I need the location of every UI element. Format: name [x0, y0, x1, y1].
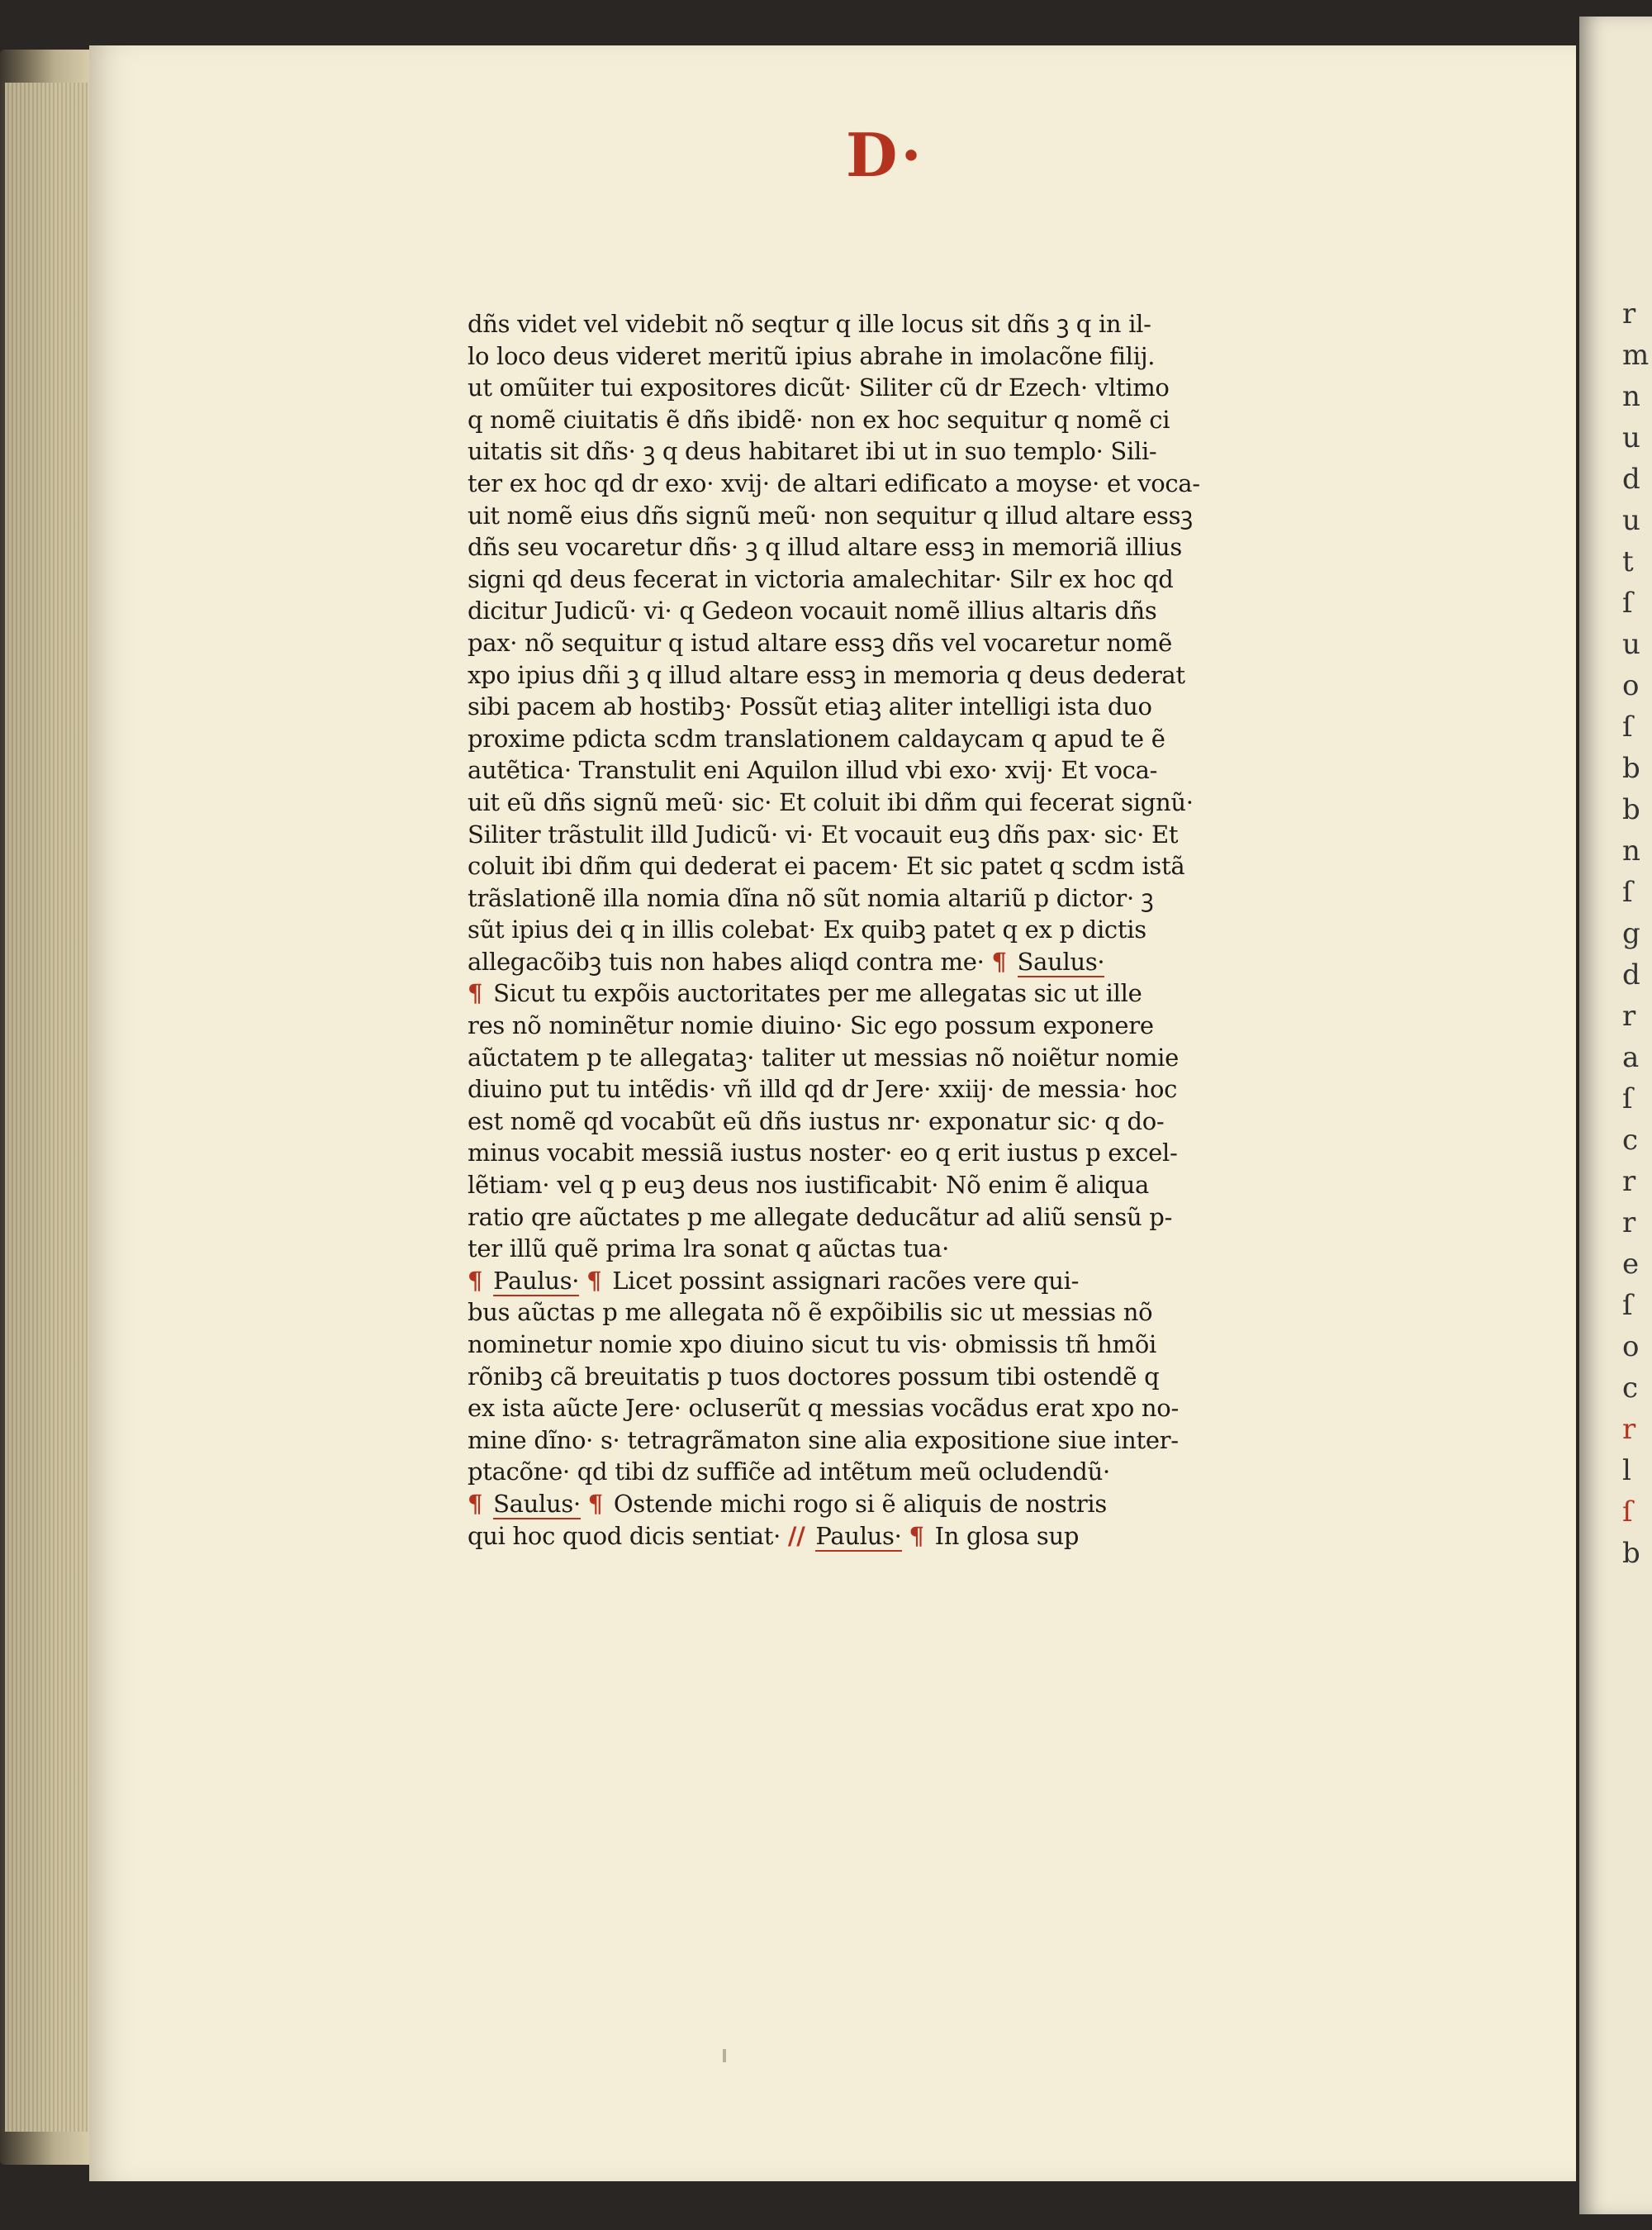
- paragraph-mark: ¶: [991, 947, 1007, 976]
- line-text: trãslationẽ illa nomia dĩna nõ sũt nomia altariũ p dictor· ꝫ: [468, 883, 1154, 912]
- paragraph-mark: ¶: [468, 1489, 483, 1518]
- next-page-letter: r: [1622, 1165, 1636, 1198]
- next-page-letter: c: [1622, 1372, 1639, 1405]
- line-text: uit nomẽ eius dñs signũ meũ· non sequitur q illud altare essꝫ: [468, 501, 1193, 530]
- line-text: minus vocabit messiã iustus noster· eo q erit iustus p excel-: [468, 1139, 1178, 1167]
- text-line: [468, 819, 1327, 851]
- next-page-letter: o: [1622, 669, 1640, 702]
- text-line: [468, 1488, 1327, 1520]
- next-page-letter: e: [1622, 1248, 1640, 1281]
- line-text: qui hoc quod dicis sentiat·: [468, 1521, 781, 1550]
- paragraph-mark: //: [787, 1521, 805, 1550]
- text-line: [468, 691, 1327, 723]
- line-text: bus aũctas p me allegata nõ ẽ expõibilis sic ut messias nõ: [468, 1298, 1153, 1327]
- next-page-letter: o: [1622, 1330, 1640, 1363]
- next-page-letter: ſ: [1622, 587, 1633, 620]
- text-line: [468, 787, 1327, 819]
- next-page-letter: r: [1622, 297, 1636, 330]
- next-page-letter: m: [1622, 339, 1650, 372]
- text-line: [468, 372, 1327, 404]
- text-line: [468, 1329, 1327, 1361]
- text-line: [468, 1392, 1327, 1424]
- next-page-edge: [1579, 17, 1652, 2214]
- line-text: ex ista aũcte Jere· ocluserũt q messias vocãdus erat xpo no-: [468, 1394, 1179, 1423]
- line-text: ratio qre aũctates p me allegate deducãtur ad aliũ sensũ p-: [468, 1202, 1173, 1231]
- line-text: Ostende michi rogo si ẽ aliquis de nostris: [613, 1489, 1107, 1518]
- next-page-letter: g: [1622, 917, 1640, 950]
- text-line: [468, 1169, 1327, 1201]
- text-line: [468, 1265, 1327, 1297]
- speaker-label: Paulus·: [815, 1521, 902, 1550]
- paragraph-mark: ¶: [909, 1521, 924, 1550]
- text-line: [468, 946, 1327, 978]
- paragraph-mark: ¶: [468, 1266, 483, 1295]
- text-line: [468, 1201, 1327, 1234]
- line-text: q nomẽ ciuitatis ẽ dñs ibidẽ· non ex hoc sequitur q nomẽ ci: [468, 405, 1170, 434]
- line-text: autẽtica· Transtulit eni Aquilon illud vbi exo· xvij· Et voca-: [468, 756, 1158, 785]
- stacked-page-edges: [5, 83, 88, 2132]
- next-page-letter: d: [1622, 958, 1640, 991]
- line-text: ptacõne· qd tibi dz suffic̃e ad intẽtum meũ ocludendũ·: [468, 1457, 1110, 1486]
- line-text: diuino put tu intẽdis· vñ illd qd dr Jere· xxiij· de messia· hoc: [468, 1075, 1178, 1104]
- text-line: [468, 1073, 1327, 1105]
- text-line: [468, 340, 1327, 373]
- line-text: nominetur nomie xpo diuino sicut tu vis· obmissis tñ hmõi: [468, 1330, 1156, 1358]
- line-text: dñs seu vocaretur dñs· ꝫ q illud altare essꝫ in memoriã illius: [468, 533, 1182, 562]
- text-line: [468, 1456, 1327, 1488]
- text-line: [468, 435, 1327, 468]
- text-line: [468, 723, 1327, 755]
- next-page-letter: ſ: [1622, 1495, 1633, 1529]
- line-text: pax· nõ sequitur q istud altare essꝫ dñs vel vocaretur nomẽ: [468, 628, 1173, 657]
- next-page-letter: ſ: [1622, 711, 1633, 744]
- text-line: [468, 977, 1327, 1010]
- header-rubric-mark: D·: [846, 120, 925, 190]
- text-line: [468, 754, 1327, 787]
- line-text: res nõ nominẽtur nomie diuino· Sic ego possum exponere: [468, 1011, 1154, 1040]
- text-line: [468, 659, 1327, 692]
- text-line: [468, 627, 1327, 659]
- page-bottom-mark: [723, 2049, 726, 2062]
- text-line: [468, 500, 1327, 532]
- text-line: [468, 468, 1327, 500]
- line-text: ter ex hoc qd dr exo· xvij· de altari edificato a moyse· et voca-: [468, 468, 1200, 497]
- line-text: allegacõibꝫ tuis non habes aliqd contra me·: [468, 947, 985, 976]
- next-page-letter: c: [1622, 1124, 1639, 1157]
- text-line: [468, 1424, 1327, 1457]
- paragraph-mark: ¶: [587, 1489, 603, 1518]
- line-text: xpo ipius dñi ꝫ q illud altare essꝫ in memoria q deus dederat: [468, 660, 1185, 689]
- next-page-letter: a: [1622, 1041, 1640, 1074]
- line-text: In glosa sup: [934, 1521, 1080, 1550]
- line-text: uit eũ dñs signũ meũ· sic· Et coluit ibi dñm qui fecerat signũ·: [468, 787, 1194, 816]
- next-page-letter: u: [1622, 628, 1640, 661]
- speaker-label: Saulus·: [493, 1489, 581, 1518]
- text-line: [468, 595, 1327, 627]
- next-page-letter: ſ: [1622, 1082, 1633, 1115]
- next-page-letter: n: [1622, 834, 1640, 868]
- next-page-letter: ſ: [1622, 1289, 1633, 1322]
- text-line: [468, 1105, 1327, 1138]
- text-line: [468, 850, 1327, 882]
- line-text: proxime pdicta scdm translationem caldaycam q apud te ẽ: [468, 724, 1165, 753]
- text-line: [468, 1010, 1327, 1042]
- line-text: lo loco deus videret meritũ ipius abrahe in imolacõne filij.: [468, 341, 1156, 370]
- line-text: sibi pacem ab hostibꝫ· Possũt etiaꝫ aliter intelligi ista duo: [468, 692, 1152, 721]
- line-text: aũctatem p te allegataꝫ· taliter ut messias nõ noiẽtur nomie: [468, 1043, 1179, 1072]
- paragraph-mark: ¶: [468, 979, 483, 1008]
- text-line: [468, 914, 1327, 946]
- text-block: [468, 308, 1327, 1552]
- line-text: Sicut tu expõis auctoritates per me allegatas sic ut ille: [493, 979, 1142, 1008]
- line-text: rõnibꝫ cã breuitatis p tuos doctores possum tibi ostendẽ q: [468, 1362, 1160, 1391]
- speaker-label: Saulus·: [1017, 947, 1105, 976]
- next-page-letter: ſ: [1622, 876, 1633, 909]
- paragraph-mark: ¶: [586, 1266, 602, 1295]
- text-line: [468, 531, 1327, 563]
- line-text: dñs videt vel videbit nõ seqtur q ille locus sit dñs ꝫ q in il-: [468, 310, 1151, 338]
- line-text: dicitur Judicũ· vi· q Gedeon vocauit nomẽ illius altaris dñs: [468, 597, 1157, 625]
- text-line: [468, 308, 1327, 340]
- next-page-letter: b: [1622, 752, 1640, 785]
- line-text: Licet possint assignari racões vere qui-: [612, 1266, 1080, 1295]
- next-page-letter: r: [1622, 1206, 1636, 1239]
- next-page-letter: t: [1622, 545, 1634, 578]
- text-line: [468, 404, 1327, 436]
- next-page-letter: l: [1622, 1454, 1631, 1487]
- text-line: [468, 563, 1327, 596]
- line-text: sũt ipius dei q in illis colebat· Ex quibꝫ patet q ex p dictis: [468, 915, 1146, 944]
- text-line: [468, 1296, 1327, 1329]
- next-page-letter: r: [1622, 1000, 1636, 1033]
- next-page-letter: b: [1622, 793, 1640, 826]
- next-page-letter: r: [1622, 1413, 1636, 1446]
- line-text: uitatis sit dñs· ꝫ q deus habitaret ibi ut in suo templo· Sili-: [468, 437, 1157, 466]
- next-page-letter: b: [1622, 1537, 1640, 1570]
- line-text: ut omũiter tui expositores dicũt· Siliter cũ dr Ezech· vltimo: [468, 373, 1170, 402]
- line-text: coluit ibi dñm qui dederat ei pacem· Et sic patet q scdm istã: [468, 852, 1185, 881]
- text-line: [468, 1042, 1327, 1074]
- text-line: [468, 1361, 1327, 1393]
- next-page-letter: d: [1622, 463, 1640, 496]
- line-text: est nomẽ qd vocabũt eũ dñs iustus nr· exponatur sic· q do-: [468, 1106, 1165, 1135]
- speaker-label: Paulus·: [493, 1266, 580, 1295]
- next-page-letter: n: [1622, 380, 1640, 413]
- line-text: ter illũ quẽ prima lra sonat q aũctas tua·: [468, 1234, 950, 1263]
- line-text: signi qd deus fecerat in victoria amalechitar· Silr ex hoc qd: [468, 564, 1174, 593]
- text-line: [468, 882, 1327, 915]
- line-text: mine dĩno· s· tetragrãmaton sine alia expositione siue inter-: [468, 1425, 1179, 1454]
- next-page-letter: u: [1622, 421, 1640, 454]
- text-line: [468, 1137, 1327, 1169]
- next-page-letter: u: [1622, 504, 1640, 537]
- text-line: [468, 1520, 1327, 1552]
- text-line: [468, 1233, 1327, 1265]
- line-text: Siliter trãstulit illd Judicũ· vi· Et vocauit euꝫ dñs pax· sic· Et: [468, 820, 1179, 849]
- line-text: lẽtiam· vel q p euꝫ deus nos iustificabit· Nõ enim ẽ aliqua: [468, 1171, 1149, 1200]
